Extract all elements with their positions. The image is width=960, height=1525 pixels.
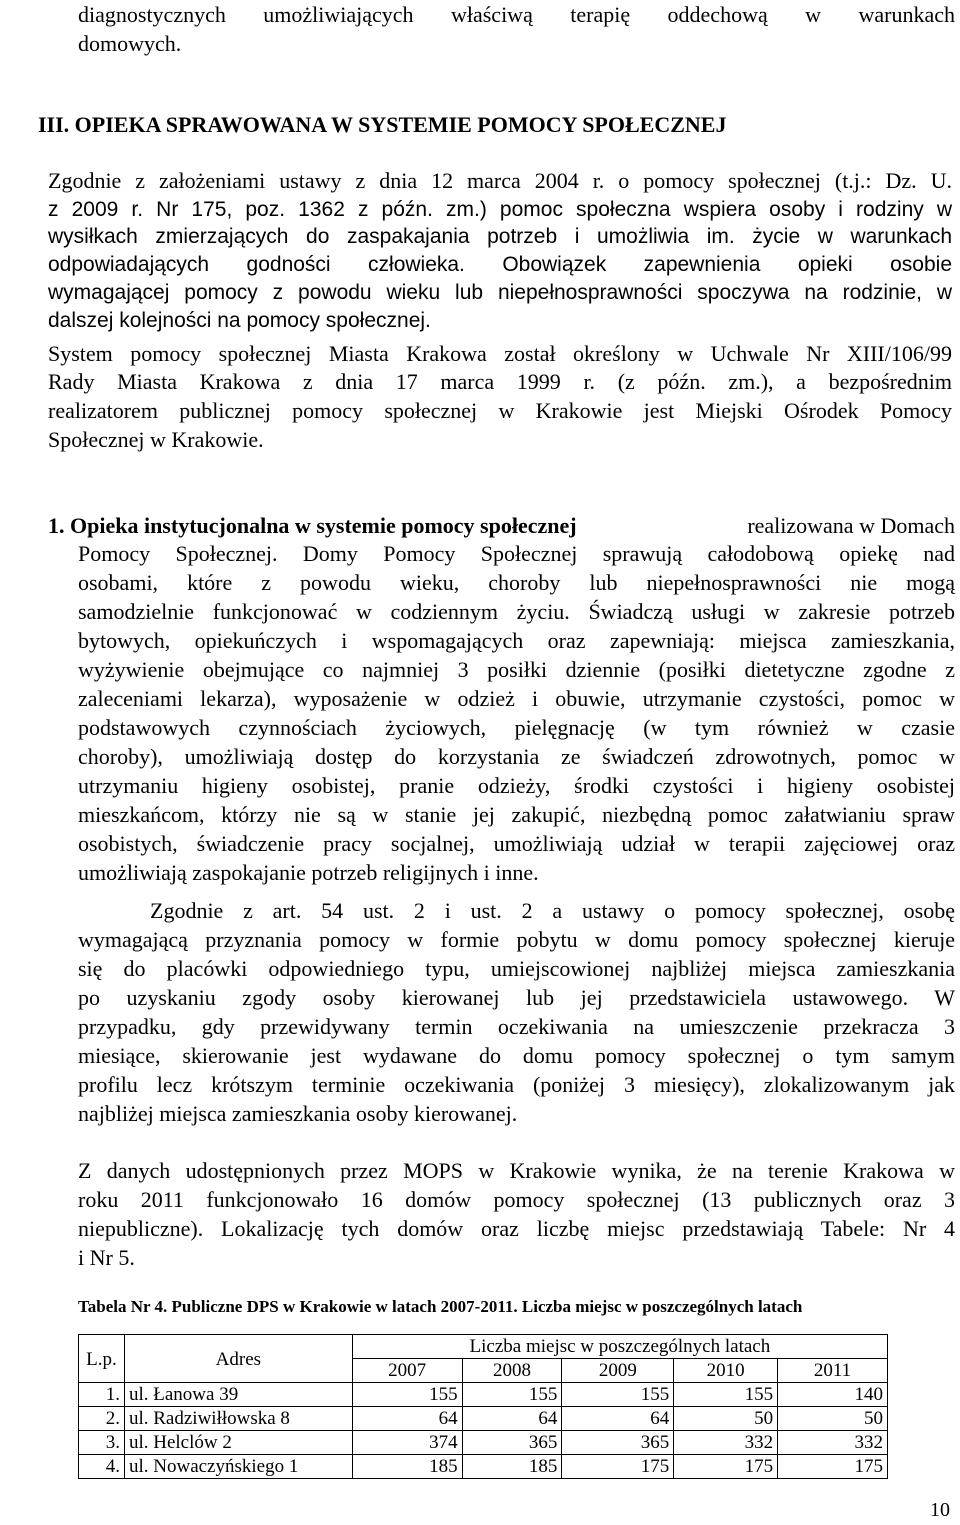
paragraph-line: Rady Miasta Krakowa z dnia 17 marca 1999 r. (z późn. zm.), a bezpośrednim: [48, 369, 952, 394]
year-header-cell: 2007: [352, 1359, 462, 1383]
paragraph-line: niepubliczne). Lokalizację tych domów oraz liczbę miejsc przedstawiają Tabele: Nr 4: [78, 1216, 955, 1241]
value-cell: 64: [352, 1407, 462, 1431]
table-row: [79, 1431, 888, 1455]
year-header-cell: 2011: [778, 1359, 888, 1383]
page-number: 10: [930, 1499, 950, 1521]
value-cell: 365: [562, 1431, 674, 1455]
table-caption: Tabela Nr 4. Publiczne DPS w Krakowie w latach 2007-2011. Liczba miejsc w poszczególnych latach: [78, 1297, 803, 1316]
address-header-cell: Adres: [124, 1349, 352, 1373]
paragraph-line: choroby), umożliwiają dostęp do korzystania ze świadczeń zdrowotnych, pomoc w: [78, 744, 955, 769]
intro-line: diagnostycznych umożliwiających właściwą terapię oddechową w warunkach: [78, 2, 955, 27]
address-cell: ul. Nowaczyńskiego 1: [124, 1455, 352, 1479]
value-cell: 185: [462, 1455, 562, 1479]
paragraph-line: roku 2011 funkcjonowało 16 domów pomocy społecznej (13 publicznych oraz 3: [78, 1187, 955, 1212]
value-cell: 332: [674, 1431, 778, 1455]
value-cell: 155: [352, 1383, 462, 1407]
paragraph-line: wyżywienie obejmujące co najmniej 3 posiłki dziennie (posiłki dietetyczne zgodne z: [78, 657, 955, 682]
value-cell: 175: [674, 1455, 778, 1479]
paragraph-line: Z danych udostępnionych przez MOPS w Krakowie wynika, że na terenie Krakowa w: [78, 1158, 955, 1183]
paragraph-line: Zgodnie z założeniami ustawy z dnia 12 marca 2004 r. o pomocy społecznej (t.j.: Dz. U.: [48, 168, 952, 193]
paragraph-line: dalszej kolejności na pomocy społecznej.: [48, 309, 431, 332]
value-cell: 175: [778, 1455, 888, 1479]
paragraph-line: samodzielnie funkcjonować w codziennym życiu. Świadczą usługi w zakresie potrzeb: [78, 599, 955, 624]
paragraph-line: się do placówki odpowiedniego typu, umiejscowionej najbliżej miejsca zamieszkania: [78, 956, 955, 981]
lp-cell: 2.: [79, 1407, 125, 1431]
value-cell: 155: [674, 1383, 778, 1407]
year-header-cell: 2008: [462, 1359, 562, 1383]
paragraph-line: wymagającej pomocy z powodu wieku lub niepełnosprawności spoczywa na rodzinie, w: [48, 281, 952, 304]
group-header-cell: Liczba miejsc w poszczególnych latach: [352, 1335, 887, 1359]
address-cell: ul. Łanowa 39: [124, 1383, 352, 1407]
paragraph-line: realizatorem publicznej pomocy społecznej w Krakowie jest Miejski Ośrodek Pomocy: [48, 398, 952, 423]
paragraph-line: osobami, które z powodu wieku, choroby lub niepełnosprawności nie mogą: [78, 570, 955, 595]
paragraph-line: mieszkańcom, którzy nie są w stanie jej zakupić, niezbędną pomoc załatwianiu spraw: [78, 802, 955, 827]
value-cell: 50: [674, 1407, 778, 1431]
value-cell: 64: [462, 1407, 562, 1431]
dps-table: [78, 1334, 888, 1479]
year-header-cell: 2009: [562, 1359, 674, 1383]
point-heading: 1. Opieka instytucjonalna w systemie pomocy społecznej: [48, 513, 577, 538]
value-cell: 332: [778, 1431, 888, 1455]
point-heading-rest: realizowana w Domach: [747, 513, 955, 538]
value-cell: 64: [562, 1407, 674, 1431]
value-cell: 155: [562, 1383, 674, 1407]
value-cell: 185: [352, 1455, 462, 1479]
paragraph-line: miesiące, skierowanie jest wydawane do domu pomocy społecznej o tym samym: [78, 1043, 955, 1068]
paragraph-line: wymagającą przyznania pomocy w formie pobytu w domu pomocy społecznej kieruje: [78, 927, 955, 952]
address-cell: ul. Radziwiłłowska 8: [124, 1407, 352, 1431]
value-cell: 365: [462, 1431, 562, 1455]
paragraph-line: profilu lecz krótszym terminie oczekiwania (poniżej 3 miesięcy), zlokalizowanym jak: [78, 1072, 955, 1097]
table-header-row: [79, 1359, 888, 1383]
paragraph-line: Pomocy Społecznej. Domy Pomocy Społecznej sprawują całodobową opiekę nad: [78, 541, 955, 566]
paragraph-line: osobistych, świadczenie pracy socjalnej, umożliwiają udział w terapii zajęciowej oraz: [78, 831, 955, 856]
paragraph-line: System pomocy społecznej Miasta Krakowa został określony w Uchwale Nr XIII/106/99: [48, 341, 952, 366]
table-row: [79, 1383, 888, 1407]
paragraph-line: po uzyskaniu zgody osoby kierowanej lub jej przedstawiciela ustawowego. W: [78, 985, 955, 1010]
value-cell: 155: [462, 1383, 562, 1407]
table-row: [79, 1407, 888, 1431]
paragraph-line: utrzymaniu higieny osobistej, pranie odzieży, środki czystości i higieny osobistej: [78, 773, 955, 798]
value-cell: 374: [352, 1431, 462, 1455]
paragraph-line: przypadku, gdy przewidywany termin oczekiwania na umieszczenie przekracza 3: [78, 1014, 955, 1039]
paragraph-line: odpowiadających godności człowieka. Obowiązek zapewnienia opieki osobie: [48, 253, 952, 276]
paragraph-line: Społecznej w Krakowie.: [48, 427, 264, 452]
lp-cell: 4.: [79, 1455, 125, 1479]
point-heading-line: [48, 513, 955, 539]
paragraph-line: i Nr 5.: [78, 1245, 135, 1270]
address-cell: ul. Helclów 2: [124, 1431, 352, 1455]
value-cell: 140: [778, 1383, 888, 1407]
paragraph-line: z 2009 r. Nr 175, poz. 1362 z późn. zm.) pomoc społeczna wspiera osoby i rodziny w: [48, 198, 952, 221]
lp-cell: 1.: [79, 1383, 125, 1407]
paragraph-line: najbliżej miejsca zamieszkania osoby kierowanej.: [78, 1101, 518, 1126]
paragraph-line: umożliwiają zaspokajanie potrzeb religijnych i inne.: [78, 860, 539, 885]
value-cell: 50: [778, 1407, 888, 1431]
value-cell: 175: [562, 1455, 674, 1479]
paragraph-line: wysiłkach zmierzających do zaspakajania potrzeb i umożliwia im. życie w warunkach: [48, 225, 952, 248]
lp-header-cell: L.p.: [79, 1349, 125, 1373]
intro-line: domowych.: [78, 31, 182, 56]
paragraph-line: bytowych, opiekuńczych i wspomagających oraz zapewniają: miejsca zamieszkania,: [78, 628, 955, 653]
table-row: [79, 1455, 888, 1479]
paragraph-line: Zgodnie z art. 54 ust. 2 i ust. 2 a ustawy o pomocy społecznej, osobę: [150, 898, 955, 923]
paragraph-line: podstawowych czynnościach życiowych, pielęgnację (w tym również w czasie: [78, 715, 955, 740]
lp-cell: 3.: [79, 1431, 125, 1455]
paragraph-line: zaleceniami lekarza), wyposażenie w odzież i obuwie, utrzymanie czystości, pomoc w: [78, 686, 955, 711]
section-heading: III. OPIEKA SPRAWOWANA W SYSTEMIE POMOCY SPOŁECZNEJ: [38, 112, 727, 137]
year-header-cell: 2010: [674, 1359, 778, 1383]
